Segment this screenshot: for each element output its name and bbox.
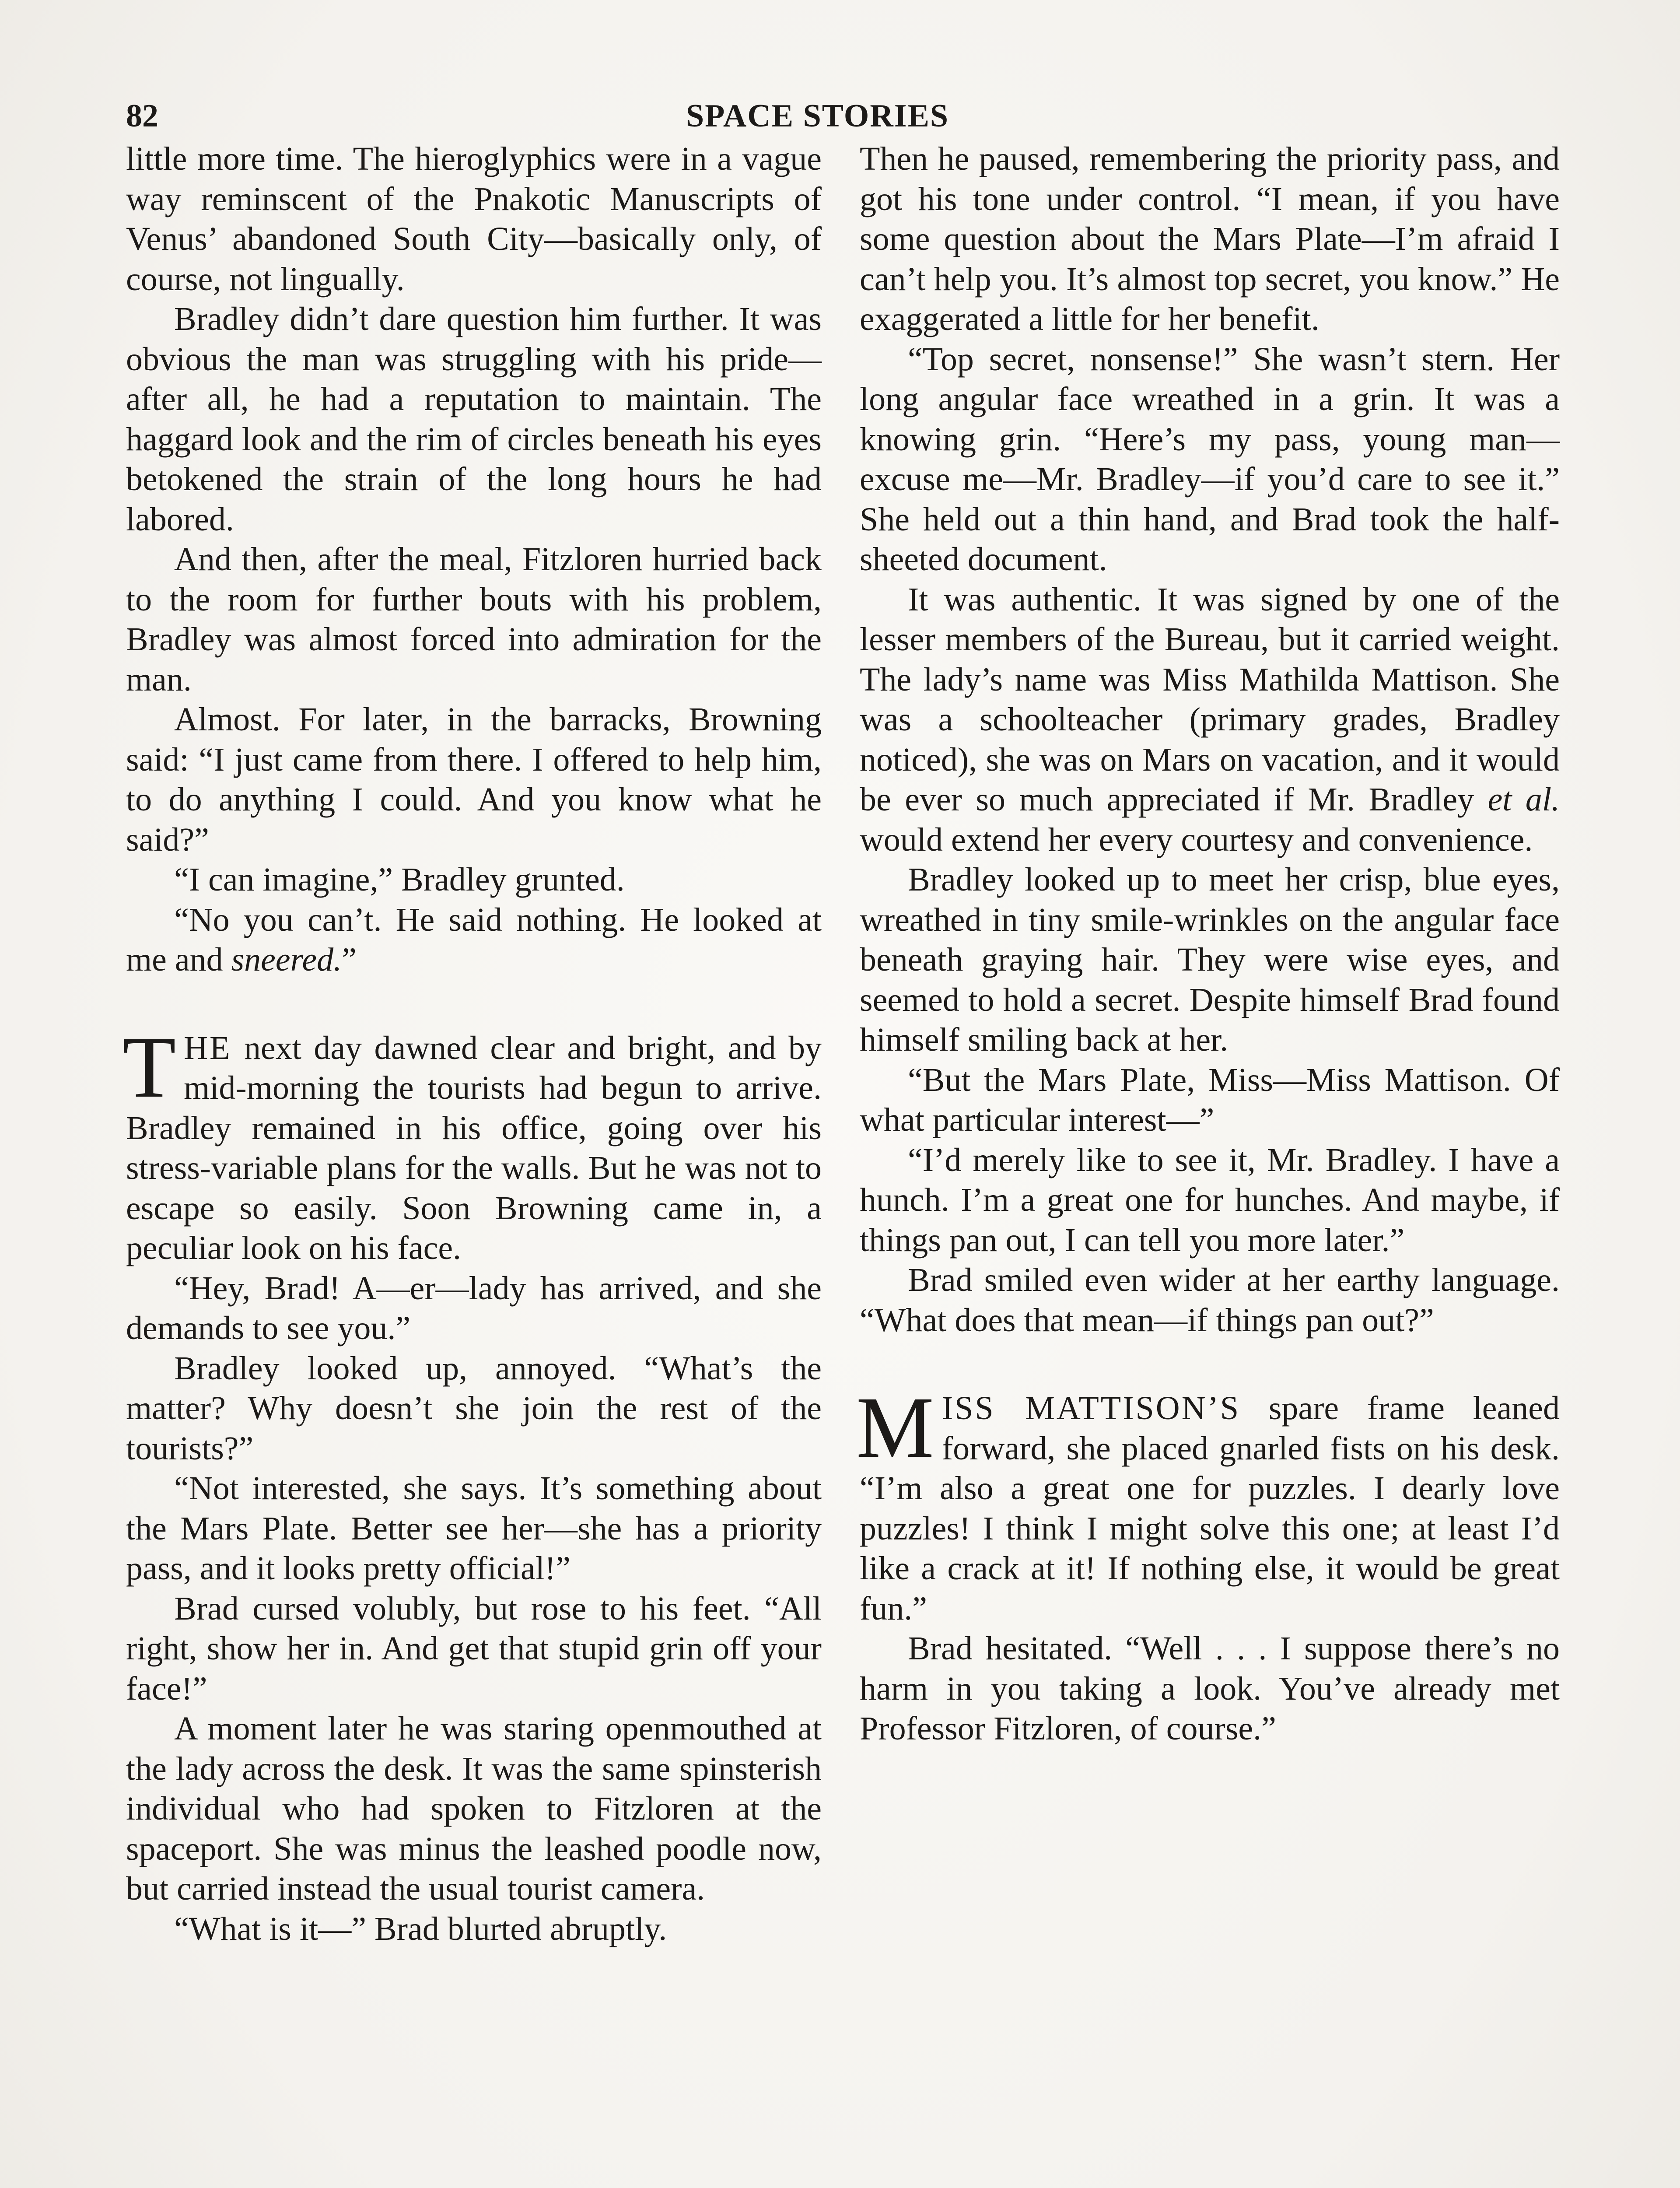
right-column (856, 139, 1560, 1749)
drop-cap: M (856, 1379, 934, 1476)
paragraph: And then, after the meal, Fitzloren hurried back to the room for further bouts with his problem, Bradley was almost forced into admiration for the man. (126, 541, 822, 698)
paragraph: “I’d merely like to see it, Mr. Bradley. I have a hunch. I’m a great one for hunches. And maybe, if things pan out, I can tell you more later.” (860, 1141, 1560, 1259)
paragraph-text: next day dawned clear and bright, and by mid-morning the tourists had begun to arrive. Bradley remained in his office, going over his stress-variable plans for the walls. But he was not to escape so easily. Soon Browning came in, a peculiar look on his face. (126, 1029, 822, 1266)
paragraph: Bradley looked up to meet her crisp, blue eyes, wreathed in tiny smile-wrinkles on the angular face beneath graying hair. They were wise eyes, and seemed to hold a secret. Despite himself Brad found himself smiling back at her. (860, 861, 1560, 1058)
paragraph: Brad cursed volubly, but rose to his feet. “All right, show her in. And get that stupid grin off your face!” (126, 1590, 822, 1707)
paragraph: “What is it—” Brad blurted abruptly. (174, 1910, 667, 1947)
paragraph: Almost. For later, in the barracks, Browning said: “I just came from there. I offered to help him, to do anything I could. And you know what he said?” (126, 701, 822, 858)
small-caps-lead: ISS MATTISON’S (942, 1390, 1241, 1427)
paragraph: “Not interested, she says. It’s something about the Mars Plate. Better see her—she has a priority pass, and it looks pretty official!” (126, 1470, 822, 1587)
small-caps-lead: HE (184, 1029, 232, 1066)
paragraph: Bradley didn’t dare question him further. It was obvious the man was struggling with his pride—after all, he had a reputation to maintain. The haggard look and the rim of circles beneath his eyes betokened the strain of the long hours he had labored. (126, 301, 822, 538)
paragraph-text: spare frame leaned forward, she placed gnarled fists on his desk. “I’m also a great one for puzzles. I dearly love puzzles! I think I might solve this one; at least I’d like a crack at it! If nothing else, it would be great fun.” (860, 1390, 1560, 1627)
paragraph: Brad hesitated. “Well . . . I suppose there’s no harm in you taking a look. You’ve already met Professor Fitzloren, of course.” (860, 1630, 1560, 1747)
paragraph-text: would extend her every courtesy and convenience. (860, 821, 1533, 858)
paragraph: Bradley looked up, annoyed. “What’s the matter? Why doesn’t she join the rest of the tourists?” (126, 1350, 822, 1467)
paragraph: A moment later he was staring openmouthed at the lady across the desk. It was the same spinsterish individual who had spoken to Fitzloren at the spaceport. She was minus the leashed poodle now, but carried instead the usual tourist camera. (126, 1710, 822, 1907)
paragraph: Brad smiled even wider at her earthy language. “What does that mean—if things pan out?” (860, 1262, 1560, 1339)
magazine-title: SPACE STORIES (686, 98, 949, 134)
paragraph-text: ” (342, 941, 357, 978)
paragraph-text: It was authentic. It was signed by one of the lesser members of the Bureau, but it carried weight. The lady’s name was Miss Mathilda Mattison. She was a schoolteacher (primary grades, Bradley noticed), she was on Mars on vacation, and it would be ever so much appreciated if Mr. Bradley (860, 581, 1560, 818)
drop-cap: T (122, 1019, 176, 1116)
paragraph: “Top secret, nonsense!” She wasn’t stern. Her long angular face wreathed in a grin. It was a knowing grin. “Here’s my pass, young man—excuse me—Mr. Bradley—if you’d care to see it.” She held out a thin hand, and Brad took the half-sheeted document. (860, 340, 1560, 578)
emphasis-text: sneered. (231, 941, 342, 978)
paragraph-text: “No you can’t. He said nothing. He looked at me and (126, 901, 822, 978)
page-number: 82 (126, 98, 158, 134)
paragraph: little more time. The hieroglyphics were in a vague way reminscent of the Pnakotic Manuscripts of Venus’ abandoned South City—basically only, of course, not lingually. (126, 140, 822, 298)
paragraph: “I can imagine,” Bradley grunted. (174, 861, 625, 898)
emphasis-text: et al. (1488, 781, 1560, 818)
paragraph (860, 580, 1560, 860)
section-opening-paragraph (856, 1379, 1560, 1629)
paragraph: “Hey, Brad! A—er—lady has arrived, and she demands to see you.” (126, 1269, 822, 1346)
paragraph: “But the Mars Plate, Miss—Miss Mattison. Of what particular interest—” (860, 1061, 1560, 1138)
left-column (122, 139, 822, 1949)
paragraph: Then he paused, remembering the priority pass, and got his tone under control. “I mean, if you have some question about the Mars Plate—I’m afraid I can’t help you. It’s almost top secret, you know.” He exaggerated a little for her benefit. (860, 140, 1560, 337)
paragraph (126, 900, 822, 980)
section-opening-paragraph (122, 1019, 822, 1269)
page-header (126, 94, 1565, 138)
